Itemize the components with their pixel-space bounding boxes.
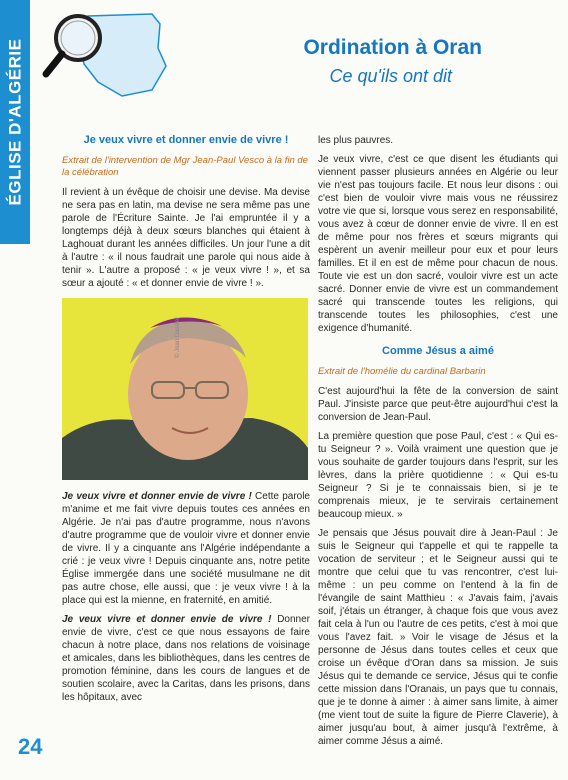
- algeria-map-magnifier-icon: [40, 4, 175, 99]
- right-column: [318, 134, 558, 754]
- left-column: [62, 134, 310, 710]
- photo-credit: © Jean Dassier: [175, 316, 181, 358]
- section1-heading: Je veux vivre et donner envie de vivre !: [83, 134, 289, 146]
- section1-paragraph-1: Il revient à un évêque de choisir une devise. Ma devise ne sera pas en latin, ma devise ne sera même pas une parole de l'Écriture Sainte. Je l'ai empruntée il y a longtemps déjà à deux sœurs blanches qui étaient à Laghouat durant les années difficiles. Un jour l'une a dit à l'autre : « il nous faudrait une parole qui nous aide à tenir ». L'autre a proposé : « je veux vivre ! », et sa sœur a ajouté : « et donner envie de vivre ! ».: [62, 187, 310, 289]
- section-label-text: ÉGLISE D'ALGÉRIE: [5, 38, 25, 206]
- section2-heading: Comme Jésus a aimé: [382, 345, 494, 357]
- bishop-photo: [62, 298, 308, 480]
- section1-paragraph-2-body: Cette parole m'anime et me fait vivre depuis toutes ces années en Algérie. Je n'ai pas d'autre programme, nous n'avons d'autre programme que de vouloir vivre et donner envie de vivre. Il y a cinquante ans l'Algérie indépendante a crié : je veux vivre ! Depuis cinquante ans, notre petite Église immergée dans une société musulmane ne dit pas autre chose, elle aussi, que : je veux vivre ! à la place qui est la mienne, en fraternité, en amitié.: [62, 491, 310, 606]
- section1-paragraph-3: [62, 613, 310, 704]
- section2-paragraph-3: Je pensais que Jésus pouvait dire à Jean-Paul : Je suis le Seigneur qui t'appelle et qui te rappelle ta vocation de serviteur ; et le Seigneur aussi qui te montre que celui que tu vas rencontrer, c'est lui-même : un peu comme on l'entend à la fin de l'évangile de saint Matthieu : « J'avais faim, j'avais soif, j'étais un étranger, à chaque fois que vous avez fait cela à l'un ou l'autre de ces petits, c'est à moi que vous l'avez fait. » Voir le visage de Jésus et la personne de Jésus dans toutes celles et ceux que croise un évêque d'Oran dans sa mission. Je suis Jésus qui te demande ce service, Jésus qui te confie cette mission dans l'Oranais, un pays que tu connais, que je te donne à aimer : à aimer sans limite, à aimer (me vient tout de suite la figure de Pierre Claverie), à aimer jusqu'au bout, à aimer jusqu'à l'extrême, à aimer comme Jésus a aimé.: [318, 528, 558, 747]
- page-number: 24: [18, 734, 43, 759]
- section1-paragraph-2-lead: Je veux vivre et donner envie de vivre !: [62, 491, 252, 502]
- section1-paragraph-3-body: Donner envie de vivre, c'est ce que nous essayons de faire chacun à notre place, dans nos relations de voisinage et amicales, dans les bibliothèques, dans les centres de promotion féminine, dans les cours de langues et de soutien scolaire, avec la Caritas, dans les prisons, dans les hôpitaux, avec: [62, 614, 311, 703]
- section2-paragraph-1: C'est aujourd'hui la fête de la conversion de saint Paul. J'insiste parce que peut-être aujourd'hui c'est la conversion de Jean-Paul.: [318, 386, 558, 423]
- section1-intro: Extrait de l'intervention de Mgr Jean-Paul Vesco à la fin de la célébration: [62, 155, 308, 178]
- section2-paragraph-2: La première question que pose Paul, c'est : « Qui es-tu Seigneur ? ». Voilà vraiment une question que je vous souhaite de garder toujours dans l'esprit, sur les lèvres, dans la prière quotidienne : « Qui es-tu Seigneur ? Si je te connaissais bien, si je te comprenais mieux, je te servirais certainement beaucoup mieux. »: [318, 431, 558, 520]
- page-subtitle: Ce qu'ils ont dit: [329, 66, 452, 86]
- section2-intro: Extrait de l'homélie du cardinal Barbarin: [318, 366, 486, 377]
- section1-paragraph-2: [62, 490, 310, 607]
- section-label: [0, 0, 30, 244]
- section1-paragraph-3-lead: Je veux vivre et donner envie de vivre !: [62, 614, 272, 625]
- section1-continued-2: Je veux vivre, c'est ce que disent les étudiants qui viennent passer plusieurs années en Algérie ou leur vie n'est pas toujours facile. Et nous leur disons : oui c'est bien de vouloir vivre mais vous ne réussirez votre vie que si, lorsque vous serez en responsabilité, vous avez à cœur de donner envie de vivre. Il en est de même pour nos frères et sœurs migrants qui espèrent un avenir meilleur pour eux et pour leurs familles. Et il en est de même pour chacun de nous. Toute vie est un don sacré, vouloir vivre est un acte sacré. Donner envie de vivre est un commandement sacré qui transcende toutes les religions, qui transcende toutes les philosophies, c'est une exigence d'humanité.: [318, 154, 558, 334]
- page-title: Ordination à Oran: [303, 36, 482, 59]
- section1-continued-1: les plus pauvres.: [318, 135, 394, 146]
